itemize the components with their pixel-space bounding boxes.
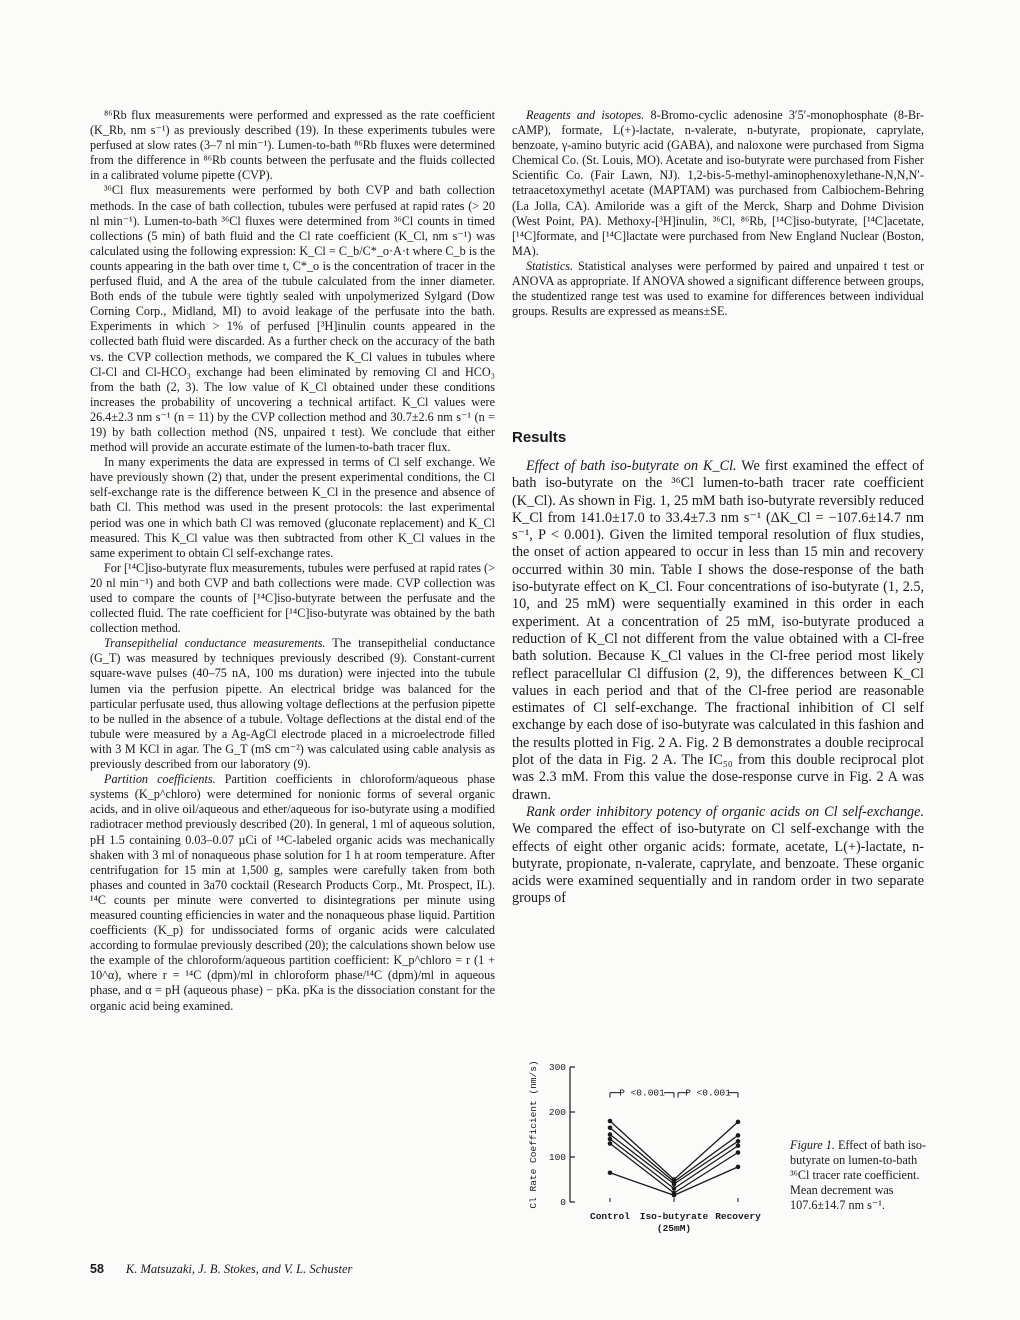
- y-tick-label-0: 0: [560, 1197, 566, 1208]
- data-point-2-3: [736, 1133, 741, 1138]
- conductance-heading: Transepithelial conductance measurements.: [104, 636, 326, 651]
- y-tick-label-300: 300: [548, 1062, 566, 1073]
- rank-body: We compared the effect of iso-butyrate on Cl self-exchange with the effects of eight other organic acids: formate, acetate, L(+)-lactate, n-butyrate, propionate, n-valerate, caprylate, and benzoate. These organic acids were examined sequentially and in random order in two separate groups of: [512, 821, 924, 907]
- data-point-4-1: [608, 1137, 613, 1142]
- y-tick-label-100: 100: [548, 1152, 566, 1163]
- x-label-1: Iso-butyrate: [639, 1211, 709, 1222]
- data-point-6-2: [672, 1193, 677, 1198]
- x-sublabel-iso: (25mM): [656, 1223, 692, 1234]
- paragraph-reagents: [512, 108, 924, 259]
- data-point-6-1: [608, 1170, 613, 1175]
- data-point-5-3: [736, 1150, 741, 1155]
- data-point-2-1: [608, 1125, 613, 1130]
- reagents-heading: Reagents and isotopes.: [526, 108, 645, 122]
- figure-1-chart: [512, 1045, 787, 1250]
- paragraph-rb-flux: ⁸⁶Rb flux measurements were performed and expressed as the rate coefficient (K_Rb, nm s⁻¹) as previously described (19). In these experiments tubules were perfused at slow rates (3–7 nl min⁻¹). Lumen-to-bath ⁸⁶Rb fluxes were determined from the difference in ⁸⁶Rb counts between the perfusate and the fluids collected in a calibrated volume pipette (CVP).: [90, 108, 495, 183]
- x-label-0: Control: [590, 1211, 630, 1222]
- rank-heading: Rank order inhibitory potency of organic acids on Cl self-exchange.: [526, 803, 924, 820]
- paragraph-rank-order: [512, 804, 924, 908]
- data-point-6-3: [736, 1165, 741, 1170]
- caption-lead: Figure 1.: [790, 1138, 835, 1152]
- partition-body: Partition coefficients in chloroform/aqueous phase systems (K_p^chloro) were determined for nonionic forms of several organic acids, and in olive oil/aqueous and ether/aqueous for iso-butyrate using a modified radiotracer method previously described (20). In general, 1 ml of aqueous solution, pH 1.5 containing 0.03–0.07 µCi of ¹⁴C-labeled organic acids was mechanically shaken with 3 ml of nonaqueous phase solution for 1 h at room temperature. After centrifugation for 15 min at 1,500 g, samples were carefully taken from both phases and counted in 3a70 cocktail (Research Products Corp., Mt. Prospect, IL). ¹⁴C counts per minute were converted to disintegrations per minute using measured counting efficiencies in water and the nonaqueous phase liquid. Partition coefficients (K_p) for undissociated forms of organic acids were calculated according to formulae previously described (20); the calculations shown below use the example of the chloroform/aqueous partition coefficient: K_p^chloro = r (1 + 10^α), where r = ¹⁴C (dpm)/ml in chloroform phase/¹⁴C (dpm)/ml in aqueous phase, and α = pH (aqueous phase) − pKa. pKa is the dissociation constant for the organic acid being examined.: [90, 772, 495, 1013]
- paragraph-self-exchange: In many experiments the data are expressed in terms of Cl self exchange. We have previously shown (2) that, under the present experimental conditions, the Cl self-exchange rate is the difference between K_Cl in the presence and absence of bath Cl. This method was used in the present protocols: the last experimental period was one in which bath Cl was removed (gluconate replacement) and K_Cl measured. This K_Cl value was then subtracted from other K_Cl values in the same experiment to obtain Cl self-exchange rates.: [90, 455, 495, 560]
- paragraph-effect: [512, 458, 924, 804]
- paragraph-isobutyrate-flux: For [¹⁴C]iso-butyrate flux measurements, tubules were perfused at rapid rates (> 20 nl min⁻¹) and both CVP and bath collections were made. CVP collection was used to compare the counts of [¹⁴C]iso-butyrate between the perfusate and the collected fluid. The rate coefficient for [¹⁴C]iso-butyrate was obtained by the bath collection method.: [90, 560, 495, 636]
- y-axis-title: Cl Rate Coefficient (nm/s): [528, 1060, 539, 1209]
- right-column-top: [512, 108, 924, 319]
- left-column: [90, 108, 495, 1014]
- data-point-1-1: [608, 1119, 613, 1124]
- data-point-1-3: [736, 1120, 741, 1125]
- conductance-body: The transepithelial conductance (G_T) was measured by techniques previously described (9). Constant-current square-wave pulses (40–75 nA, 100 ms duration) were injected into the tubule lumen via the perfusion pipette. An electrical bridge was balanced for the particular perfusate used, thus allowing voltage deflections at the perfusion pipette to be nulled in the absence of a tubule. Voltage deflections at the distal end of the tubule were measured by a Ag-AgCl electrode placed in a microelectrode filled with 3 M KCl in agar. The G_T (mS cm⁻²) was calculated using cable analysis as previously described from our laboratory (9).: [90, 636, 495, 772]
- data-point-3-3: [736, 1139, 741, 1144]
- caption-body: Effect of bath iso-butyrate on lumen-to-bath ³⁶Cl tracer rate coefficient. Mean decrement was 107.6±14.7 nm s⁻¹.: [790, 1138, 927, 1212]
- paragraph-statistics: [512, 259, 924, 319]
- right-column-results: [512, 458, 924, 908]
- figure-1-svg: [512, 1045, 787, 1250]
- data-point-3-2: [672, 1182, 677, 1187]
- data-point-4-3: [736, 1143, 741, 1148]
- statistics-heading: Statistics.: [526, 258, 574, 273]
- sig-label-1: P <0.001: [685, 1087, 731, 1099]
- page-number: 58: [90, 1262, 104, 1276]
- footer-authors: K. Matsuzaki, J. B. Stokes, and V. L. Schuster: [125, 1262, 353, 1276]
- effect-heading: Effect of bath iso-butyrate on K_Cl.: [526, 458, 737, 474]
- figure-1-caption: [790, 1138, 930, 1213]
- x-label-2: Recovery: [715, 1211, 761, 1222]
- effect-body: We first examined the effect of bath iso-butyrate on the ³⁶Cl lumen-to-bath tracer rate coefficient (K_Cl). As shown in Fig. 1, 25 mM bath iso-butyrate reversibly reduced K_Cl from 141.0±17.0 to 33.4±7.3 nm s⁻¹ (ΔK_Cl = −107.6±14.7 nm s⁻¹, P < 0.001). Given the limited temporal resolution of flux studies, the onset of action appeared to occur in less than 15 min and recovery occurred within 30 min. Table I shows the dose-response of the bath iso-butyrate effect on K_Cl. Four concentrations of iso-butyrate (1, 2.5, 10, and 25 mM) were sequentially examined in this order in each experiment. At a concentration of 25 mM, iso-butyrate produced a reduction of K_Cl not different from the value obtained with a Cl-free bath solution. Because K_Cl values in the Cl-free period most likely reflect paracellular Cl diffusion (2, 9), the differences between K_Cl values in each period and that of the Cl-free period are reasonable estimates of Cl self-exchange. The fractional inhibition of Cl self exchange by each dose of iso-butyrate was calculated in this fashion and the results plotted in Fig. 2 A. Fig. 2 B demonstrates a double reciprocal plot of the data in Fig. 2 A. The IC₅₀ from this double reciprocal plot was 2.3 mM. From this value the dose-response curve in Fig. 2 A was drawn.: [512, 458, 924, 803]
- paragraph-partition: [90, 772, 495, 1014]
- reagents-body: 8-Bromo-cyclic adenosine 3′5′-monophosphate (8-Br-cAMP), formate, L(+)-lactate, n-valerate, n-butyrate, propionate, caprylate, benzoate, γ-amino butyric acid (GABA), and naloxone were purchased from Sigma Chemical Co. (St. Louis, MO). Acetate and iso-butyrate were purchased from Fisher Scientific Co. (Fair Lawn, NJ). 1,2-bis-5-methyl-aminophenoxylethane-N,N,N′-tetraacetoxymethyl acetate (MAPTAM) was purchased from Calbiochem-Behring (La Jolla, CA). Amiloride was a gift of the Merck, Sharp and Dohme Division (West Point, PA). Methoxy-[³H]inulin, ³⁶Cl, ⁸⁶Rb, [¹⁴C]iso-butyrate, [¹⁴C]acetate, [¹⁴C]formate, and [¹⁴C]lactate were purchased from New England Nuclear (Boston, MA).: [512, 108, 924, 258]
- data-point-3-1: [608, 1132, 613, 1137]
- y-tick-label-200: 200: [548, 1107, 566, 1118]
- data-point-4-2: [672, 1186, 677, 1191]
- sig-label-0: P <0.001: [619, 1087, 665, 1099]
- results-heading: Results: [512, 429, 567, 446]
- partition-heading: Partition coefficients.: [104, 772, 216, 787]
- statistics-body: Statistical analyses were performed by paired and unpaired t test or ANOVA as appropriate. If ANOVA showed a significant difference between groups, the studentized range test was used to examine for differences between individual groups. Results are expressed as means±SE.: [512, 258, 924, 319]
- paragraph-conductance: [90, 636, 495, 772]
- data-point-5-1: [608, 1141, 613, 1146]
- page-footer: [90, 1262, 352, 1277]
- series-line-1: [610, 1121, 738, 1180]
- paragraph-cl-flux: ³⁶Cl flux measurements were performed by both CVP and bath collection methods. In the case of bath collection, tubules were perfused at rapid rates (> 20 nl min⁻¹). Lumen-to-bath ³⁶Cl fluxes were determined from ³⁶Cl counts in timed collections (5 min) of bath fluid and the Cl rate coefficient (K_Cl, nm s⁻¹) was calculated using the following expression: K_Cl = C_b/C*_o·A·t where C_b is the counts appearing in the bath over time t, C*_o is the concentration of tracer in the perfused fluid, and A the area of the tubule calculated from the inner diameter. Both ends of the tubule were tightly sealed with unpolymerized Sylgard (Dow Corning Corp., Midland, MI) to avoid leakage of the perfusate into the bath. Experiments in which > 1% of perfused [³H]inulin counts appeared in the collected bath fluid were discarded. As a further check on the accuracy of the bath vs. the CVP collection methods, we compared the K_Cl values in tubules where Cl-Cl and Cl-HCO₃ exchange had been eliminated by removing Cl and HCO₃ from the bath (2, 3). The low value of K_Cl obtained under these conditions increases the probability of uncovering a technical artifact. K_Cl values were 26.4±2.3 nm s⁻¹ (n = 11) by the CVP collection method and 30.7±2.6 nm s⁻¹ (n = 19) by bath collection method (NS, unpaired t test). We conclude that either method will provide an accurate estimate of the lumen-to-bath tracer flux.: [90, 183, 495, 455]
